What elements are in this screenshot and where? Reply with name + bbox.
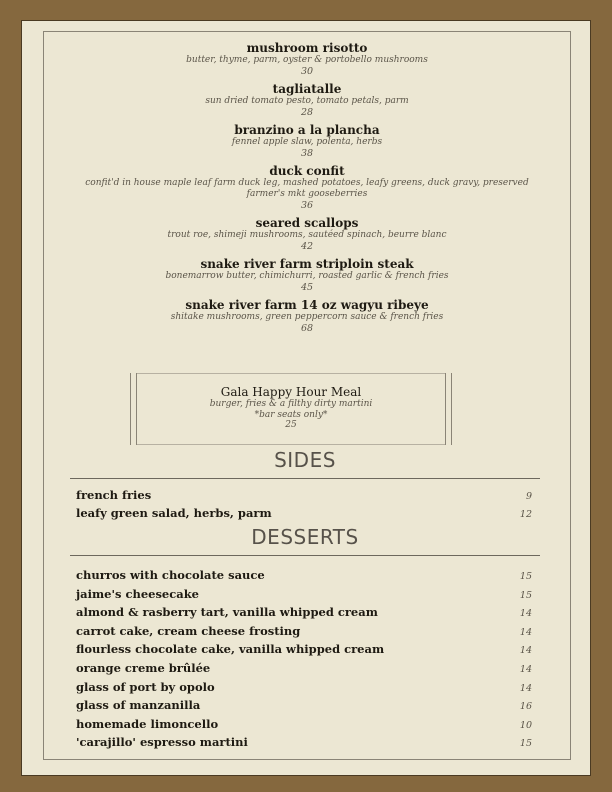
item-price: 16 xyxy=(519,701,532,713)
list-item xyxy=(76,640,532,659)
item-name: flourless chocolate cake, vanilla whipped cream xyxy=(76,642,385,657)
happy-hour-title: Gala Happy Hour Meal xyxy=(220,385,362,399)
item-name: french fries xyxy=(76,488,152,502)
main-item-description: confit'd in house maple leaf farm duck leg, mashed potatoes, leafy greens, duck gravy, preserved farmer's mkt gooseberries xyxy=(85,178,529,199)
main-item-price: 28 xyxy=(300,107,314,118)
item-price: 12 xyxy=(519,508,532,520)
main-item-price: 42 xyxy=(300,241,314,252)
item-price: 14 xyxy=(519,645,532,657)
main-item-name: snake river farm striploin steak xyxy=(200,257,414,271)
item-price: 15 xyxy=(519,738,532,750)
main-item-price: 38 xyxy=(300,148,314,159)
happy-hour-box xyxy=(130,373,452,445)
main-item-name: branzino a la plancha xyxy=(234,123,380,137)
item-name: 'carajillo' espresso martini xyxy=(76,735,248,750)
happy-hour-note: *bar seats only* xyxy=(254,409,328,420)
list-item xyxy=(76,505,532,523)
item-price: 14 xyxy=(519,626,532,638)
main-item-description: fennel apple slaw, polenta, herbs xyxy=(231,137,383,147)
desserts-heading: DESSERTS xyxy=(251,525,359,549)
box-frame-left xyxy=(130,373,137,445)
list-item xyxy=(76,603,532,622)
item-price: 15 xyxy=(519,571,532,582)
main-item-price: 36 xyxy=(300,200,314,211)
item-name: carrot cake, cream cheese frosting xyxy=(76,623,301,638)
sides-rule xyxy=(70,478,540,479)
happy-hour-description: burger, fries & a filthy dirty martini xyxy=(209,399,373,409)
main-item-price: 68 xyxy=(300,323,314,334)
main-item-name: tagliatalle xyxy=(272,82,342,96)
main-item-description: butter, thyme, parm, oyster & portobello mushrooms xyxy=(186,55,428,65)
mains-list xyxy=(43,41,571,334)
main-item-description: trout roe, shimeji mushrooms, sautéed spinach, beurre blanc xyxy=(167,230,447,240)
item-price: 9 xyxy=(525,491,532,502)
list-item xyxy=(76,487,532,505)
main-item-price: 30 xyxy=(300,66,314,77)
item-price: 14 xyxy=(519,663,532,675)
main-item-name: mushroom risotto xyxy=(246,41,368,55)
main-item xyxy=(43,123,571,159)
main-item-description: shitake mushrooms, green peppercorn sauce & french fries xyxy=(170,312,444,322)
item-name: leafy green salad, herbs, parm xyxy=(76,505,272,520)
box-frame-bottom xyxy=(137,444,445,445)
item-name: glass of port by opolo xyxy=(76,679,215,694)
list-item xyxy=(76,678,532,697)
main-item xyxy=(43,41,571,77)
list-item xyxy=(76,715,532,734)
list-item xyxy=(76,733,532,752)
list-item xyxy=(76,696,532,715)
main-item-name: seared scallops xyxy=(255,216,359,230)
item-price: 15 xyxy=(519,589,532,601)
desserts-list xyxy=(76,566,532,752)
main-item xyxy=(43,216,571,252)
item-name: churros with chocolate sauce xyxy=(76,568,265,582)
main-item-description: sun dried tomato pesto, tomato petals, parm xyxy=(205,96,409,106)
item-price: 14 xyxy=(519,608,532,620)
menu-page xyxy=(21,20,591,776)
list-item xyxy=(76,622,532,641)
happy-hour-price: 25 xyxy=(285,420,297,430)
desserts-rule xyxy=(70,555,540,556)
main-item xyxy=(43,298,571,334)
list-item xyxy=(76,585,532,604)
main-item-description: bonemarrow butter, chimichurri, roasted garlic & french fries xyxy=(165,271,449,281)
item-name: homemade limoncello xyxy=(76,716,219,731)
item-price: 14 xyxy=(519,682,532,694)
main-item xyxy=(43,257,571,293)
main-item-price: 45 xyxy=(300,282,314,293)
item-name: glass of manzanilla xyxy=(76,698,201,713)
item-price: 10 xyxy=(519,719,532,731)
list-item xyxy=(76,566,532,585)
main-item-name: snake river farm 14 oz wagyu ribeye xyxy=(185,298,429,312)
sides-list xyxy=(76,487,532,522)
main-item xyxy=(43,164,571,211)
box-frame-top xyxy=(137,373,445,374)
item-name: orange creme brûlée xyxy=(76,660,211,675)
item-name: almond & rasberry tart, vanilla whipped cream xyxy=(76,605,378,620)
main-item xyxy=(43,82,571,118)
sides-heading: SIDES xyxy=(274,448,336,472)
list-item xyxy=(76,659,532,678)
main-item-name: duck confit xyxy=(269,164,345,178)
box-frame-right xyxy=(445,373,452,445)
item-name: jaime's cheesecake xyxy=(76,586,199,601)
